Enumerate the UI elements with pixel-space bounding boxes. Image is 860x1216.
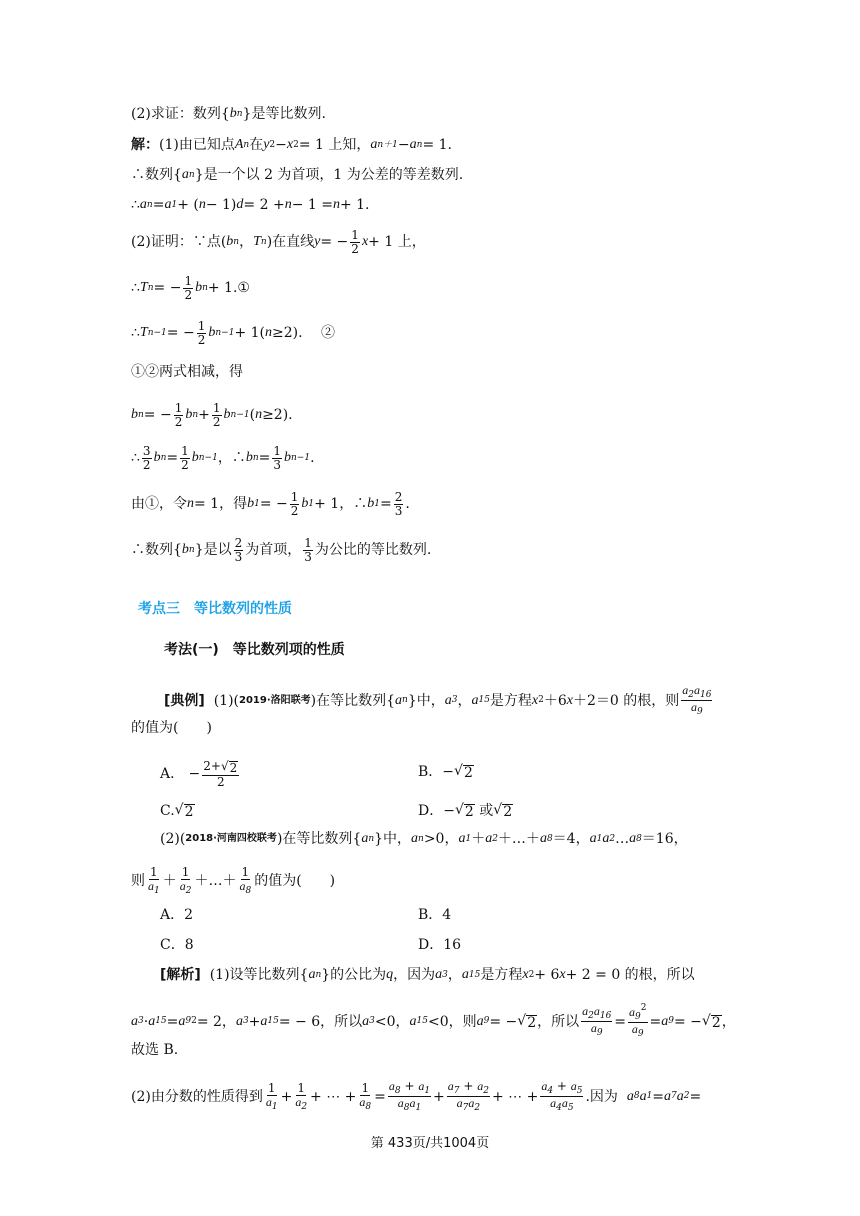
page-footer: 第 433页/共1004页 [370, 1136, 490, 1151]
solution-line-5: ∴ T n = − $\frac{1}{2}$ b n + 1.① [131, 274, 250, 302]
example-q2-tail: 则 $\frac{1}{a_1}$ ＋ $\frac{1}{a_2}$ ＋…＋ $\frac{1}{a_8}$ 的值为( ) [131, 865, 336, 896]
q2-option-a: A．2 [160, 907, 194, 923]
example-q1-tail: 的值为( ) [131, 720, 212, 736]
analysis-line-1: [解析] (1)设等比数列{ a n }的公比为 q ，因为 a 3 ， a 15 是方程 x 2 + 6 x + 2 = 0 的根，所以 [160, 967, 695, 983]
analysis-line-4: (2)由分数的性质得到 $\frac{1}{a_1}$ + $\frac{1}{a_2}$ + ⋯ + $\frac{1}{a_8}$ = $\frac{a_8 + a_1}{a_8a_1}$ + $\frac{a_7 + a_2}{a_7a_2}$ + ⋯ + $\frac{a_4 + a_5}{a_4a_5}$ .因为 a 8 a 1 = a 7 a 2 = [131, 1079, 702, 1114]
solution-line-1: 解： (1)由已知点 A n 在 y 2 − x 2 = 1 上知， a n＋1 − a n = 1. [131, 137, 452, 153]
solution-line-11: ∴数列{ b n }是以 $\frac{2}{3}$ 为首项， $\frac{1}{3}$ 为公比的等比数列. [131, 536, 432, 564]
solution-line-10: 由①，令 n = 1，得 b 1 = − $\frac{1}{2}$ b 1 + 1，∴ b 1 = $\frac{2}{3}$ . [131, 490, 410, 518]
q1-option-c: C. √ 2 [160, 802, 194, 820]
solution-line-8: b n = − $\frac{1}{2}$ b n + $\frac{1}{2}$ b n−1 ( n ≥2). [131, 401, 293, 429]
q1-source: 2019·洛阳联考 [239, 694, 311, 706]
example-q1: [典例] (1)( 2019·洛阳联考 )在等比数列{ a n }中， a 3 ， a 15 是方程 x 2 ＋6 x ＋2＝0 的根，则 $\frac{a_2a_{16}}{a_9}$ [164, 683, 712, 718]
section-title: 考点三 等比数列的性质 [138, 601, 292, 617]
q1-option-d: D．− √ 2 或 √ 2 [418, 802, 513, 820]
analysis-line-3: 故选 B. [131, 1042, 179, 1058]
q2-option-b: B．4 [418, 907, 452, 923]
solution-line-3: ∴ a n = a 1 + ( n − 1) d = 2 + n − 1 = n + 1. [131, 197, 370, 213]
q2-source: 2018·河南四校联考 [185, 833, 277, 844]
solution-line-6: ∴ T n−1 = − $\frac{1}{2}$ b n−1 + 1( n ≥2). ② [131, 319, 335, 347]
q1-option-b: B．− √ 2 [418, 763, 473, 781]
analysis-line-2: a 3 · a 15 = a 9 2 = 2， a 3 + a 15 = − 6，所以 a 3 <0， a 15 <0，则 a 9 = − √ 2 ，所以 $\frac{a_2a_{16}}{a_9}$ = $\frac{a_9^2}{a_9}$ = a 9 = − √ 2 ， [131, 1003, 736, 1040]
q2-option-d: D．16 [418, 937, 462, 953]
example-q2: (2)( 2018·河南四校联考 )在等比数列{ a n }中， a n >0， a 1 ＋ a 2 ＋…＋ a 8 ＝4， a 1 a 2 … a 8 ＝16， [160, 831, 688, 847]
part2-prompt: (2)求证：数列{ b n }是等比数列. [131, 106, 326, 122]
q2-option-c: C．8 [160, 937, 194, 953]
solution-line-9: ∴ $\frac{3}{2}$ b n = $\frac{1}{2}$ b n−1 ，∴ b n = $\frac{1}{3}$ b n−1 . [131, 444, 315, 472]
solution-line-4: (2)证明：∵点( b n ， T n )在直线 y = − $\frac{1}{2}$ x + 1 上， [131, 228, 426, 256]
solution-line-2: ∴数列{ a n }是一个以 2 为首项，1 为公差的等差数列. [131, 167, 464, 183]
solution-line-7: ①②两式相减，得 [131, 364, 243, 380]
q1-option-a: A． − 2+√ 2 2 [160, 759, 238, 789]
method-title: 考法(一) 等比数列项的性质 [164, 642, 345, 658]
